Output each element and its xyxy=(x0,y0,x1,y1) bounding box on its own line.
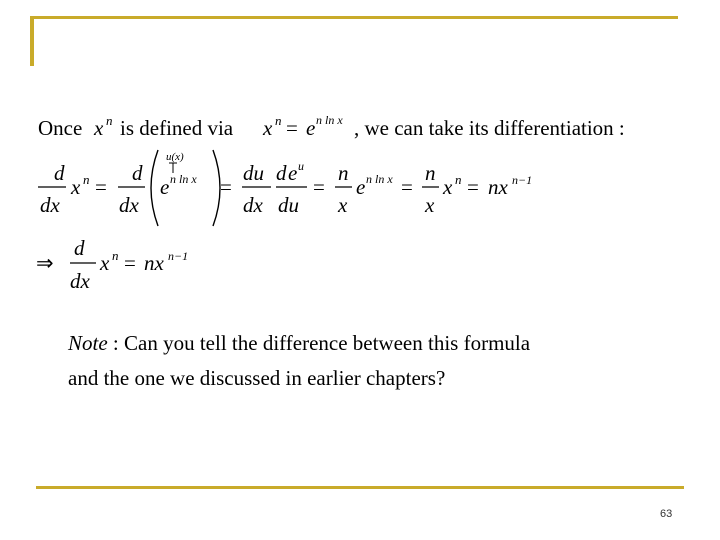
chain-equals-5: = xyxy=(467,175,479,199)
note-text-1: : Can you tell the difference between this formula xyxy=(107,331,531,355)
dx-denominator-4: dx xyxy=(70,269,90,293)
n-numerator-1: n xyxy=(338,161,349,185)
intro-text-defined: is defined via xyxy=(120,116,234,140)
chain-equals-4: = xyxy=(401,175,413,199)
x-denominator-2: x xyxy=(425,193,435,217)
intro-var-e: e xyxy=(306,116,316,140)
intro-text-take: , we can take its differentiation : xyxy=(354,116,625,140)
n-numerator-2: n xyxy=(425,161,436,185)
implies-arrow: ⇒ xyxy=(36,251,54,275)
intro-var-x-2: x xyxy=(263,116,273,140)
conclusion-equals: = xyxy=(124,251,136,275)
conclusion-nx: nx xyxy=(144,251,164,275)
d-numerator-3: d xyxy=(74,236,85,260)
intro-equals: = xyxy=(286,116,298,140)
chain-equals-3: = xyxy=(313,175,325,199)
chain-exp-nlnx: n ln x xyxy=(170,172,197,186)
derivative-chain xyxy=(38,150,532,226)
note-line-1 xyxy=(68,326,628,361)
left-decorative-rule xyxy=(30,16,34,66)
d-numerator-1: d xyxy=(54,161,65,185)
chain-equals-2: = xyxy=(220,175,232,199)
conclusion-var-x: x xyxy=(100,251,110,275)
note-line-2: and the one we discussed in earlier chapters? xyxy=(68,366,446,390)
page-number: 63 xyxy=(660,508,673,520)
de-numerator-e: e xyxy=(288,161,298,185)
left-paren xyxy=(151,150,158,226)
intro-line xyxy=(38,113,625,140)
chain-equals-1: = xyxy=(95,175,107,199)
right-paren xyxy=(213,150,220,226)
top-decorative-rule xyxy=(30,16,678,19)
conclusion xyxy=(36,236,188,293)
chain-var-x: x xyxy=(71,175,81,199)
bottom-decorative-rule xyxy=(36,486,684,489)
intro-exp-n-2: n xyxy=(275,113,282,128)
de-numerator: d xyxy=(276,161,287,185)
chain-exp-n: n xyxy=(83,172,90,187)
d-numerator-2: d xyxy=(132,161,143,185)
chain-exp-nlnx-2: n ln x xyxy=(366,172,393,186)
du-denominator: du xyxy=(278,193,299,217)
de-exp-u: u xyxy=(298,159,304,173)
note-paragraph xyxy=(68,326,628,396)
intro-exp-n: n xyxy=(106,113,113,128)
chain-var-e-2: e xyxy=(356,175,366,199)
x-denominator-1: x xyxy=(338,193,348,217)
du-numerator: du xyxy=(243,161,264,185)
conclusion-exp-nm1: n−1 xyxy=(168,249,189,263)
dx-denominator-3: dx xyxy=(243,193,263,217)
conclusion-exp-n: n xyxy=(112,248,119,263)
math-block xyxy=(36,108,686,308)
dx-denominator-2: dx xyxy=(119,193,139,217)
intro-text-once: Once xyxy=(38,116,83,140)
chain-var-e: e xyxy=(160,175,170,199)
chain-exp-n-2: n xyxy=(455,172,462,187)
chain-var-x-2: x xyxy=(443,175,453,199)
result-exp-nm1: n−1 xyxy=(512,173,533,187)
intro-var-x: x xyxy=(94,116,104,140)
note-label: Note xyxy=(68,331,108,355)
u-of-x-label: u(x) xyxy=(166,151,184,163)
dx-denominator-1: dx xyxy=(40,193,60,217)
result-nx: nx xyxy=(488,175,508,199)
intro-exp-nlnx: n ln x xyxy=(316,113,343,127)
